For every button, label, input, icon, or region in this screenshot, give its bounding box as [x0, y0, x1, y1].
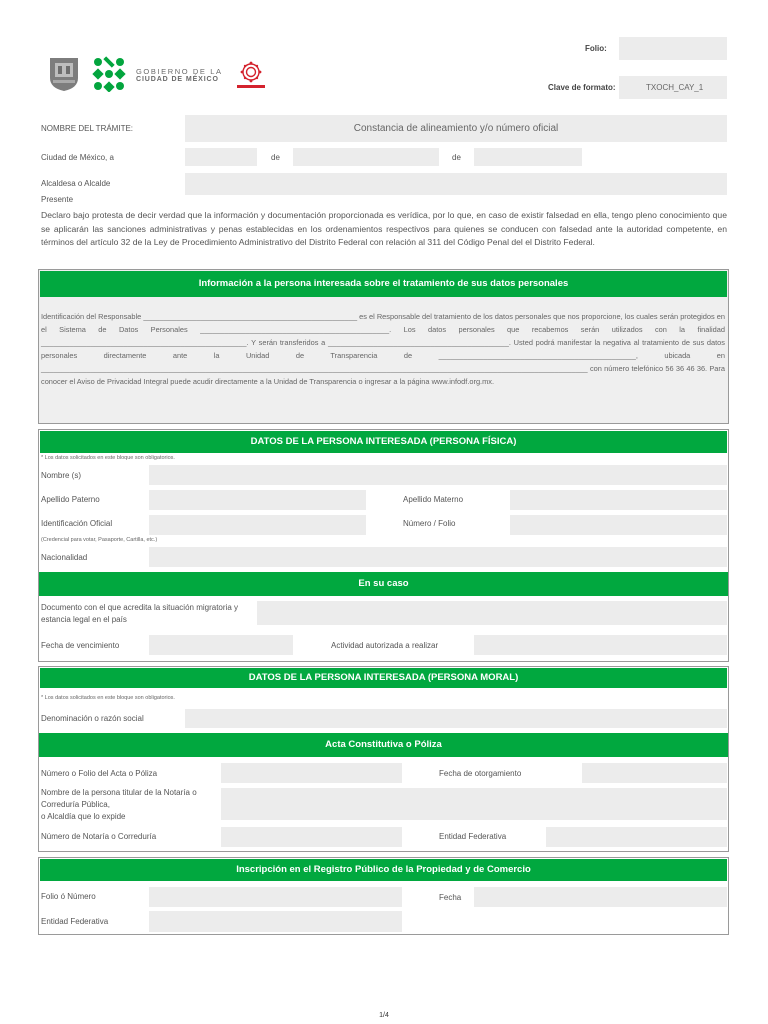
- persona-fisica-section: [38, 429, 729, 662]
- tramite-value: Constancia de alineamiento y/o número oficial: [353, 123, 559, 134]
- registro-entidad-label: Entidad Federativa: [41, 917, 109, 926]
- nombre-label: Nombre (s): [41, 471, 82, 480]
- acta-numero-label: Número o Folio del Acta o Póliza: [41, 769, 158, 778]
- apellido-materno-label: Apellido Materno: [403, 495, 464, 504]
- persona-moral-note: * Los datos solicitados en este bloque son obligatorios.: [41, 695, 175, 701]
- documento-field[interactable]: [257, 601, 727, 625]
- presente-label: Presente: [41, 195, 74, 204]
- city-date-label: Ciudad de México, a: [41, 153, 114, 162]
- day-field[interactable]: [185, 148, 257, 166]
- alcaldia-logo: [232, 60, 270, 94]
- numero-folio-field[interactable]: [510, 515, 727, 535]
- numero-folio-label: Número / Folio: [403, 519, 456, 528]
- gov-name-line2: CIUDAD DE MÉXICO: [136, 76, 219, 83]
- year-field[interactable]: [474, 148, 582, 166]
- month-field[interactable]: [293, 148, 439, 166]
- folio-label: Folio:: [585, 44, 607, 53]
- registro-fecha-field[interactable]: [474, 887, 727, 907]
- alcaldia-label: Alcaldesa o Alcalde: [41, 179, 111, 188]
- fecha-vencimiento-label: Fecha de vencimiento: [41, 641, 120, 650]
- fecha-otorgamiento-label: Fecha de otorgamiento: [439, 769, 522, 778]
- persona-fisica-title: DATOS DE LA PERSONA INTERESADA (PERSONA FÍSICA): [40, 431, 727, 453]
- denominacion-label: Denominación o razón social: [41, 714, 144, 723]
- persona-fisica-note: * Los datos solicitados en este bloque son obligatorios.: [41, 455, 175, 461]
- alcaldia-field[interactable]: [185, 173, 727, 195]
- fecha-otorgamiento-field[interactable]: [582, 763, 727, 783]
- denominacion-field[interactable]: [185, 709, 727, 728]
- en-su-caso-title: En su caso: [39, 572, 728, 596]
- identificacion-field[interactable]: [149, 515, 366, 535]
- registro-fecha-label: Fecha: [439, 893, 462, 902]
- documento-label-line2: estancia legal en el país: [41, 615, 127, 624]
- apellido-paterno-label: Apellido Paterno: [41, 495, 100, 504]
- privacy-title: Información a la persona interesada sobre el tratamiento de sus datos personales: [40, 271, 727, 297]
- tramite-label: NOMBRE DEL TRÁMITE:: [41, 124, 134, 133]
- numero-notaria-field[interactable]: [221, 827, 402, 847]
- apellido-materno-field[interactable]: [510, 490, 727, 510]
- actividad-field[interactable]: [474, 635, 727, 655]
- credencial-note: (Credencial para votar, Pasaporte, Cartilla, etc.): [41, 537, 158, 543]
- nacionalidad-label: Nacionalidad: [41, 553, 88, 562]
- documento-label-line1: Documento con el que acredita la situación migratoria y: [41, 603, 238, 612]
- nombre-field[interactable]: [149, 465, 727, 485]
- privacy-text: Identificación del Responsable ____________________________________________________ es el Responsable del tratamiento de los datos personales que nos proporcione, los cuales serán protegidos en el Sistema de Datos Personales ______________________________________________. Los datos personales que recabemos serán utilizados con la finalidad __________________________________________________. Y serán transferidos a ____________________________________________. Usted podrá manifestar la negativa al tratamiento de sus datos personales directamente ante la Unidad de Transparencia de ________________________________________________, ubicada en _____________________________________________________________________________________________________________________________________ con número telefónico 56 36 46 36. Para conocer el Aviso de Privacidad Integral puede acudir directamente a la Unidad de Transparencia o ingresar a la página www.infodf.org.mx.: [41, 312, 725, 386]
- acta-entidad-field[interactable]: [546, 827, 727, 847]
- gobierno-cdmx-icon: [90, 56, 128, 92]
- privacy-section: [38, 269, 729, 424]
- persona-moral-section: [38, 666, 729, 852]
- identificacion-label: Identificación Oficial: [41, 519, 113, 528]
- registro-title: Inscripción en el Registro Público de la Propiedad y de Comercio: [40, 859, 727, 881]
- cdmx-shield-logo: [47, 56, 81, 92]
- numero-notaria-label: Número de Notaría o Correduría: [41, 832, 157, 841]
- acta-title: Acta Constitutiva o Póliza: [39, 733, 728, 757]
- fecha-vencimiento-field[interactable]: [149, 635, 293, 655]
- registro-entidad-field[interactable]: [149, 911, 402, 932]
- clave-formato-value: TXOCH_CAY_1: [646, 83, 704, 92]
- registro-folio-label: Folio ó Número: [41, 892, 96, 901]
- notaria-label-line3: o Alcaldía que lo expide: [41, 812, 126, 821]
- notaria-label-line1: Nombre de la persona titular de la Notaría o: [41, 788, 197, 797]
- actividad-label: Actividad autorizada a realizar: [331, 641, 439, 650]
- declaration-text: Declaro bajo protesta de decir verdad que la información y documentación proporcionada es verídica, por lo que, en caso de existir falsedad en ella, tengo pleno conocimiento que se aplicarán las sanciones administrativas y penas establecidas en los ordenamientos respectivos para quienes se conducen con falsedad ante la autoridad competente, en términos del artículo 32 de la Ley de Procedimiento Administrativo del Distrito Federal con relación al 311 del Código Penal del el Distrito Federal.: [41, 210, 727, 247]
- acta-numero-field[interactable]: [221, 763, 402, 783]
- gov-name-line1: GOBIERNO DE LA: [136, 67, 223, 76]
- nacionalidad-field[interactable]: [149, 547, 727, 567]
- de-label-2: de: [452, 153, 461, 162]
- notaria-label-line2: Correduría Pública,: [41, 800, 110, 809]
- tramite-field: [185, 115, 727, 142]
- notaria-field[interactable]: [221, 788, 727, 820]
- de-label-1: de: [271, 153, 280, 162]
- persona-moral-title: DATOS DE LA PERSONA INTERESADA (PERSONA MORAL): [40, 668, 727, 688]
- clave-formato-field: [619, 76, 727, 99]
- apellido-paterno-field[interactable]: [149, 490, 366, 510]
- folio-field[interactable]: [619, 37, 727, 60]
- acta-entidad-label: Entidad Federativa: [439, 832, 507, 841]
- page-number: 1/4: [379, 1012, 389, 1019]
- clave-formato-label: Clave de formato:: [548, 83, 616, 92]
- registro-folio-field[interactable]: [149, 887, 402, 907]
